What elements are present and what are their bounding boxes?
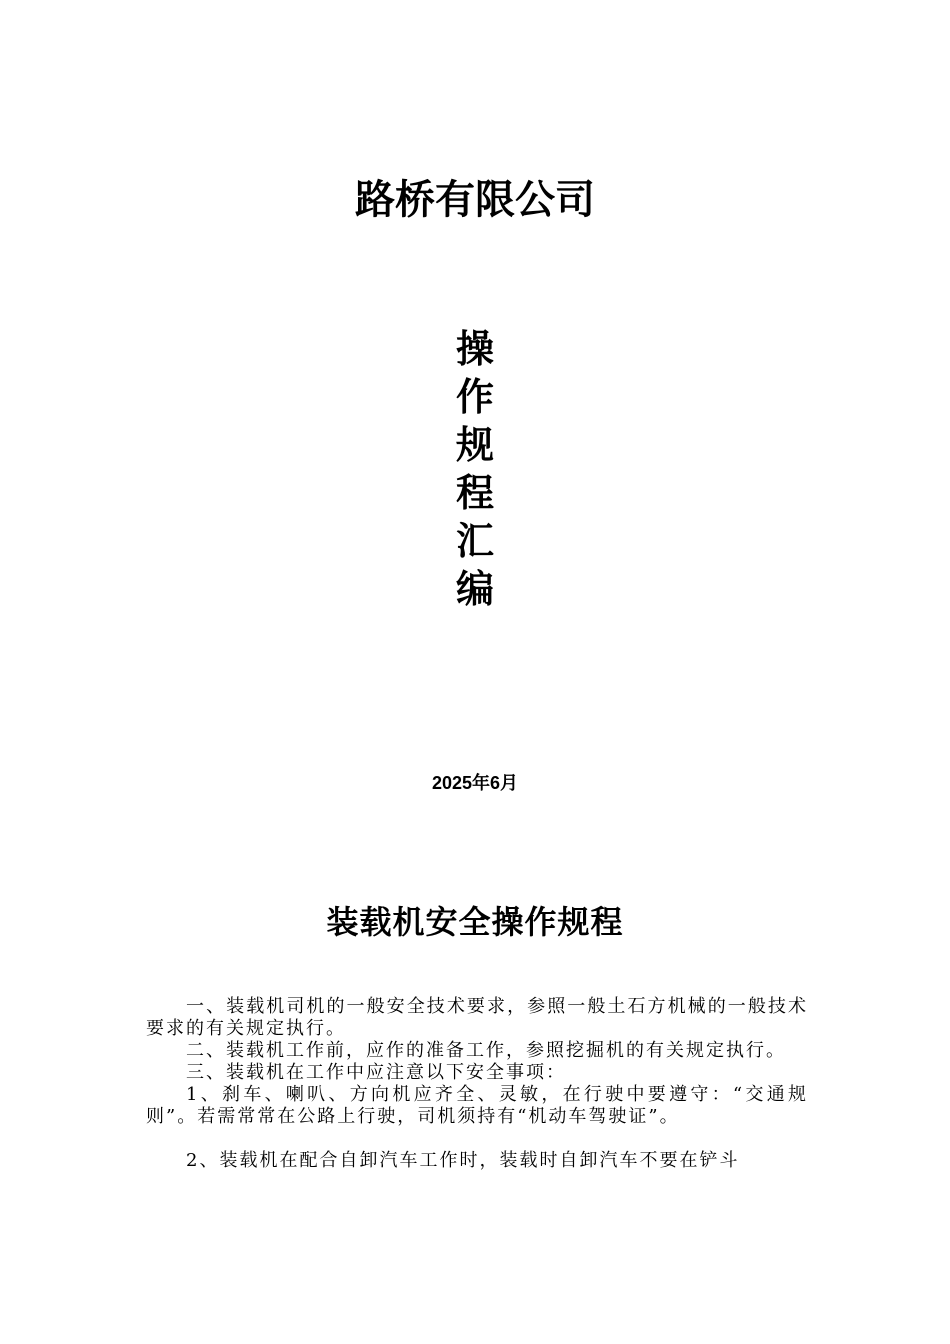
title-char: 汇 [455, 518, 494, 563]
body-text [146, 996, 808, 1172]
paragraph: 二、装载机工作前，应作的准备工作，参照挖掘机的有关规定执行。 [186, 1040, 786, 1061]
title-char: 编 [455, 566, 494, 611]
paragraph: 一、装载机司机的一般安全技术要求，参照一般土石方机械的一般技术要求的有关规定执行。 [146, 996, 808, 1039]
company-name: 路桥有限公司 [355, 177, 595, 223]
document-title-vertical [447, 325, 503, 613]
paragraph: 1、刹车、喇叭、方向机应齐全、灵敏，在行驶中要遵守：“交通规则”。若需常常在公路上行驶，司机须持有“机动车驾驶证”。 [146, 1084, 808, 1127]
title-char: 作 [455, 374, 494, 419]
title-char: 规 [455, 422, 494, 467]
title-char: 操 [455, 326, 494, 371]
paragraph: 三、装载机在工作中应注意以下安全事项： [186, 1062, 566, 1083]
section-heading: 装载机安全操作规程 [326, 903, 624, 941]
publish-date: 2025年6月 [431, 773, 519, 793]
title-char: 程 [455, 470, 494, 515]
paragraph: 2、装载机在配合自卸汽车工作时，装载时自卸汽车不要在铲斗 [186, 1150, 740, 1171]
